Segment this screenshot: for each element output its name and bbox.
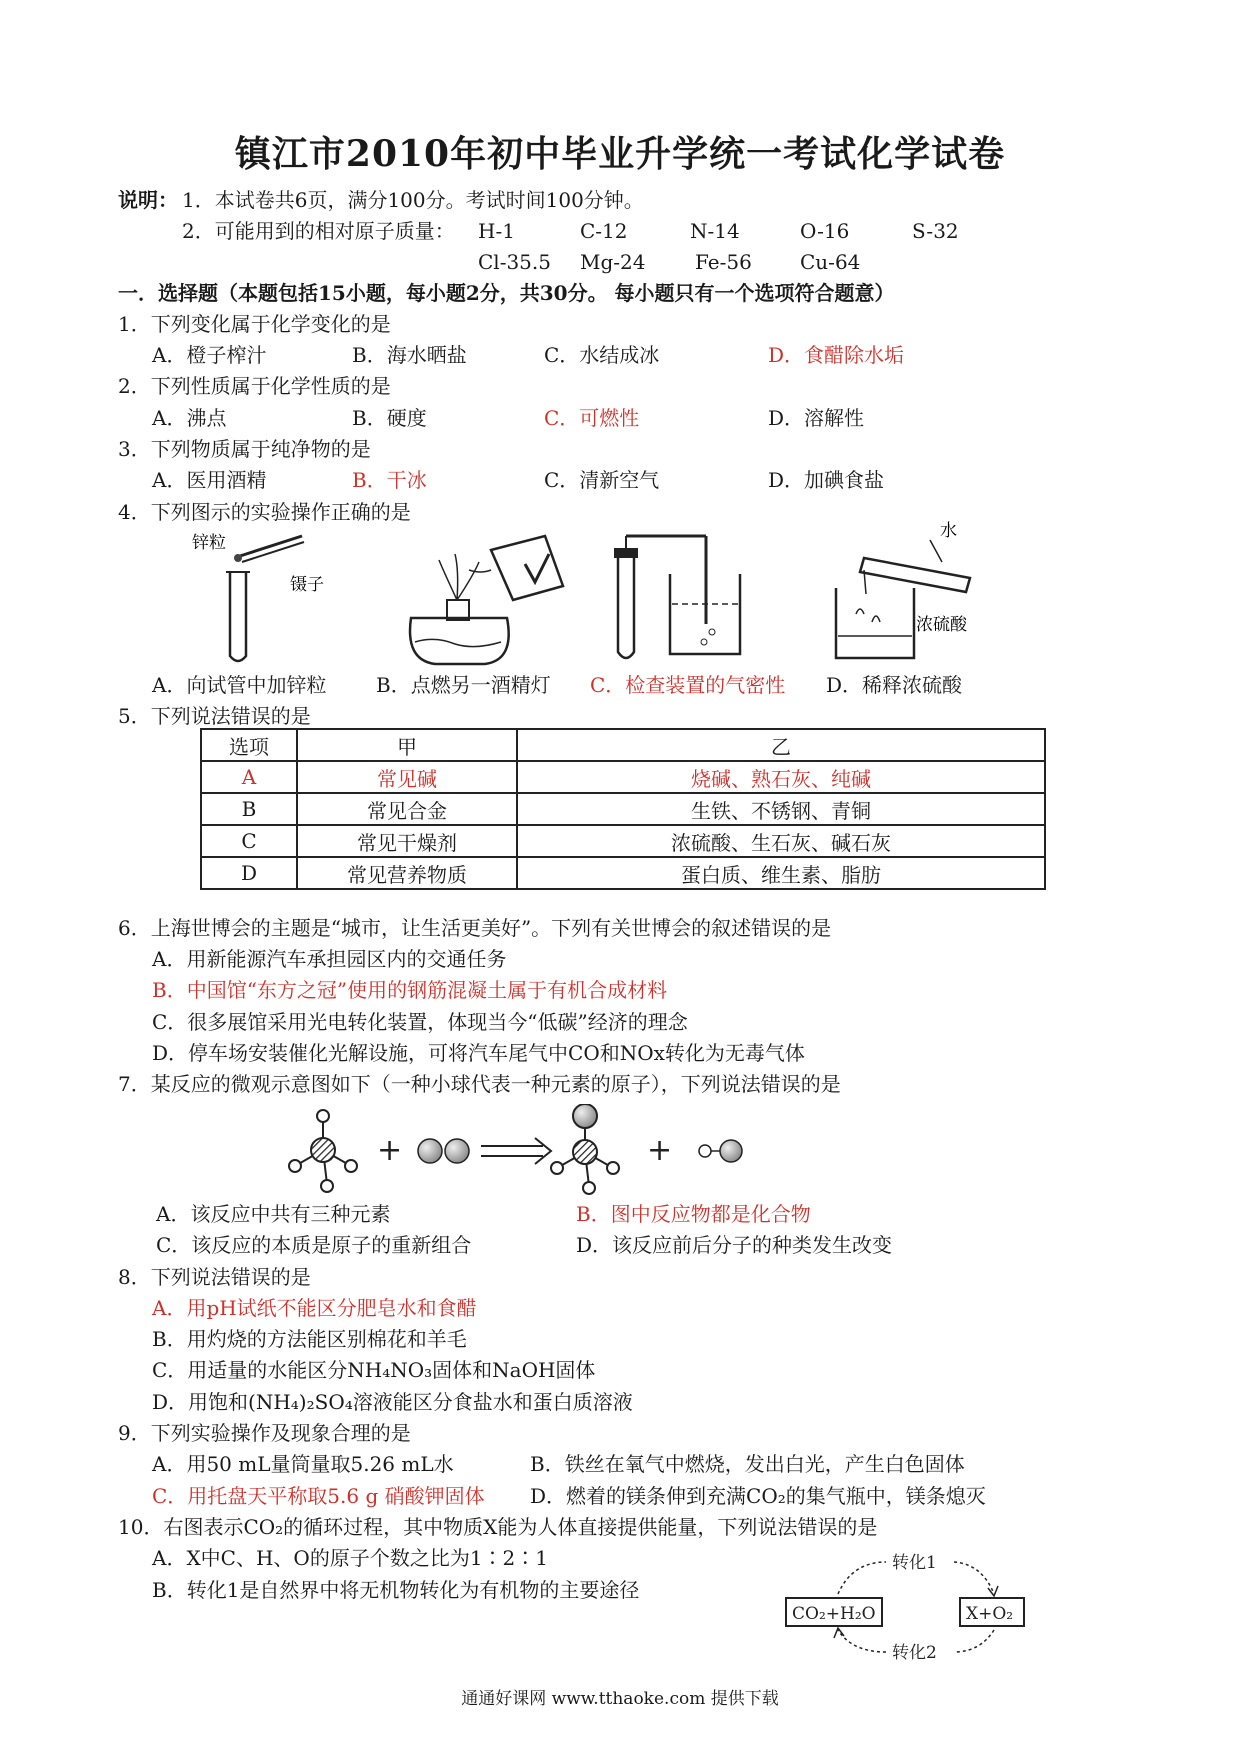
q9-option-c: C．用托盘天平称取5.6 g 硝酸钾固体 [152,1484,485,1508]
mass-n: N-14 [690,219,740,243]
q5-table [200,728,1046,890]
notes-label: 说明： [118,188,178,212]
q1-option-a: A．橙子榨汁 [152,343,267,367]
mass-h: H-1 [478,219,515,243]
q7-stem: 7．某反应的微观示意图如下（一种小球代表一种元素的原子），下列说法错误的是 [118,1072,841,1096]
svg-text:+: + [377,1133,403,1168]
box-x-o2: X+O₂ [966,1604,1014,1624]
q8-option-d: D．用饱和(NH₄)₂SO₄溶液能区分食盐水和蛋白质溶液 [152,1390,633,1414]
table-row [201,761,1045,793]
table-cell: 浓硫酸、生石灰、碱石灰 [517,825,1045,857]
table-row [201,793,1045,825]
q1-option-c: C．水结成冰 [544,343,660,367]
figure-reaction-microscopic [285,1104,765,1204]
q10-stem: 10．右图表示CO₂的循环过程，其中物质X能为人体直接提供能量，下列说法错误的是 [118,1515,878,1539]
q2-option-c: C．可燃性 [544,406,640,430]
reaction-arrow [481,1138,551,1164]
q2-option-a: A．沸点 [152,406,227,430]
table-cell: B [201,793,297,825]
table-header: 甲 [297,729,517,761]
table-row [201,825,1045,857]
label-zinc: 锌粒 [192,533,226,553]
mass-cl: Cl-35.5 [478,250,551,274]
mass-mg: Mg-24 [580,250,646,274]
table-header: 选项 [201,729,297,761]
q3-option-a: A．医用酒精 [152,468,267,492]
mass-c: C-12 [580,219,628,243]
table-cell: 烧碱、熟石灰、纯碱 [517,761,1045,793]
label-acid: 浓硫酸 [916,615,967,635]
q6-option-a: A．用新能源汽车承担园区内的交通任务 [152,947,507,971]
q4-option-a: A．向试管中加锌粒 [152,673,327,697]
mass-s: S-32 [912,219,959,243]
table-header: 乙 [517,729,1045,761]
q4-stem: 4．下列图示的实验操作正确的是 [118,500,411,524]
q9-option-d: D．燃着的镁条伸到充满CO₂的集气瓶中，镁条熄灭 [530,1484,986,1508]
label-tweezers: 镊子 [290,575,324,595]
q3-option-d: D．加碘食盐 [768,468,885,492]
q9-option-b: B．铁丝在氧气中燃烧，发出白光，产生白色固体 [530,1452,965,1476]
table-cell: C [201,825,297,857]
reactant-molecule-2 [418,1139,469,1163]
q7-option-d: D．该反应前后分子的种类发生改变 [576,1233,893,1257]
q6-stem: 6．上海世博会的主题是“城市，让生活更美好”。下列有关世博会的叙述错误的是 [118,916,832,940]
q1-option-d: D．食醋除水垢 [768,343,905,367]
q4-option-b: B．点燃另一酒精灯 [376,673,551,697]
section-heading: 一．选择题（本题包括15小题，每小题2分，共30分。 每小题只有一个选项符合题意） [118,281,895,305]
label-conversion-2: 转化2 [892,1643,937,1663]
figure-airtightness [600,534,750,666]
q4-option-c: C．检查装置的气密性 [590,673,786,697]
q2-option-d: D．溶解性 [768,406,865,430]
figure-add-zinc [190,528,340,668]
page-footer: 通通好课网 www.tthaoke.com 提供下载 [461,1689,779,1709]
q4-option-d: D．稀释浓硫酸 [826,673,963,697]
product-molecule-2 [699,1140,742,1162]
q6-option-b: B．中国馆“东方之冠”使用的钢筋混凝土属于有机合成材料 [152,978,668,1002]
q8-option-a: A．用pH试纸不能区分肥皂水和食醋 [152,1296,477,1320]
q6-option-d: D．停车场安装催化光解设施，可将汽车尾气中CO和NOx转化为无毒气体 [152,1041,805,1065]
notes-line2: 2．可能用到的相对原子质量： [182,219,455,243]
mass-fe: Fe-56 [695,250,752,274]
q3-stem: 3．下列物质属于纯净物的是 [118,437,371,461]
q6-option-c: C．很多展馆采用光电转化装置，体现当今“低碳”经济的理念 [152,1010,688,1034]
q10-option-b: B．转化1是自然界中将无机物转化为有机物的主要途径 [152,1578,640,1602]
q7-option-a: A．该反应中共有三种元素 [156,1202,391,1226]
table-cell: 常见合金 [297,793,517,825]
table-cell: 常见碱 [297,761,517,793]
reactant-molecule-1 [289,1110,357,1192]
figure-alcohol-lamps [395,530,565,670]
table-cell: 常见营养物质 [297,857,517,889]
box-co2-h2o: CO₂+H₂O [792,1604,876,1624]
table-row [201,857,1045,889]
q3-option-b: B．干冰 [352,468,427,492]
mass-o: O-16 [800,219,850,243]
label-water: 水 [940,521,957,541]
label-conversion-1: 转化1 [892,1553,937,1573]
svg-text:+: + [647,1133,673,1168]
q7-option-b: B．图中反应物都是化合物 [576,1202,811,1226]
q9-option-a: A．用50 mL量筒量取5.26 mL水 [152,1452,454,1476]
table-cell: A [201,761,297,793]
q2-stem: 2．下列性质属于化学性质的是 [118,374,391,398]
page-title: 镇江市2010年初中毕业升学统一考试化学试卷 [234,133,1006,175]
q10-option-a: A．X中C、H、O的原子个数之比为1∶2∶1 [152,1546,548,1570]
q8-option-b: B．用灼烧的方法能区别棉花和羊毛 [152,1327,467,1351]
table-header-row [201,729,1045,761]
q1-stem: 1．下列变化属于化学变化的是 [118,312,391,336]
q9-stem: 9．下列实验操作及现象合理的是 [118,1421,411,1445]
q5-stem: 5．下列说法错误的是 [118,704,311,728]
table-cell: 生铁、不锈钢、青铜 [517,793,1045,825]
notes-line1: 1．本试卷共6页，满分100分。考试时间100分钟。 [182,188,644,212]
q1-option-b: B．海水晒盐 [352,343,467,367]
table-cell: 常见干燥剂 [297,825,517,857]
q2-option-b: B．硬度 [352,406,427,430]
q3-option-c: C．清新空气 [544,468,660,492]
figure-dilute-acid [820,518,1000,668]
figure-co2-cycle [782,1548,1042,1664]
table-cell: D [201,857,297,889]
q8-stem: 8．下列说法错误的是 [118,1265,311,1289]
table-cell: 蛋白质、维生素、脂肪 [517,857,1045,889]
mass-cu: Cu-64 [800,250,861,274]
product-molecule-1 [551,1104,619,1194]
q8-option-c: C．用适量的水能区分NH₄NO₃固体和NaOH固体 [152,1358,596,1382]
q7-option-c: C．该反应的本质是原子的重新组合 [156,1233,472,1257]
